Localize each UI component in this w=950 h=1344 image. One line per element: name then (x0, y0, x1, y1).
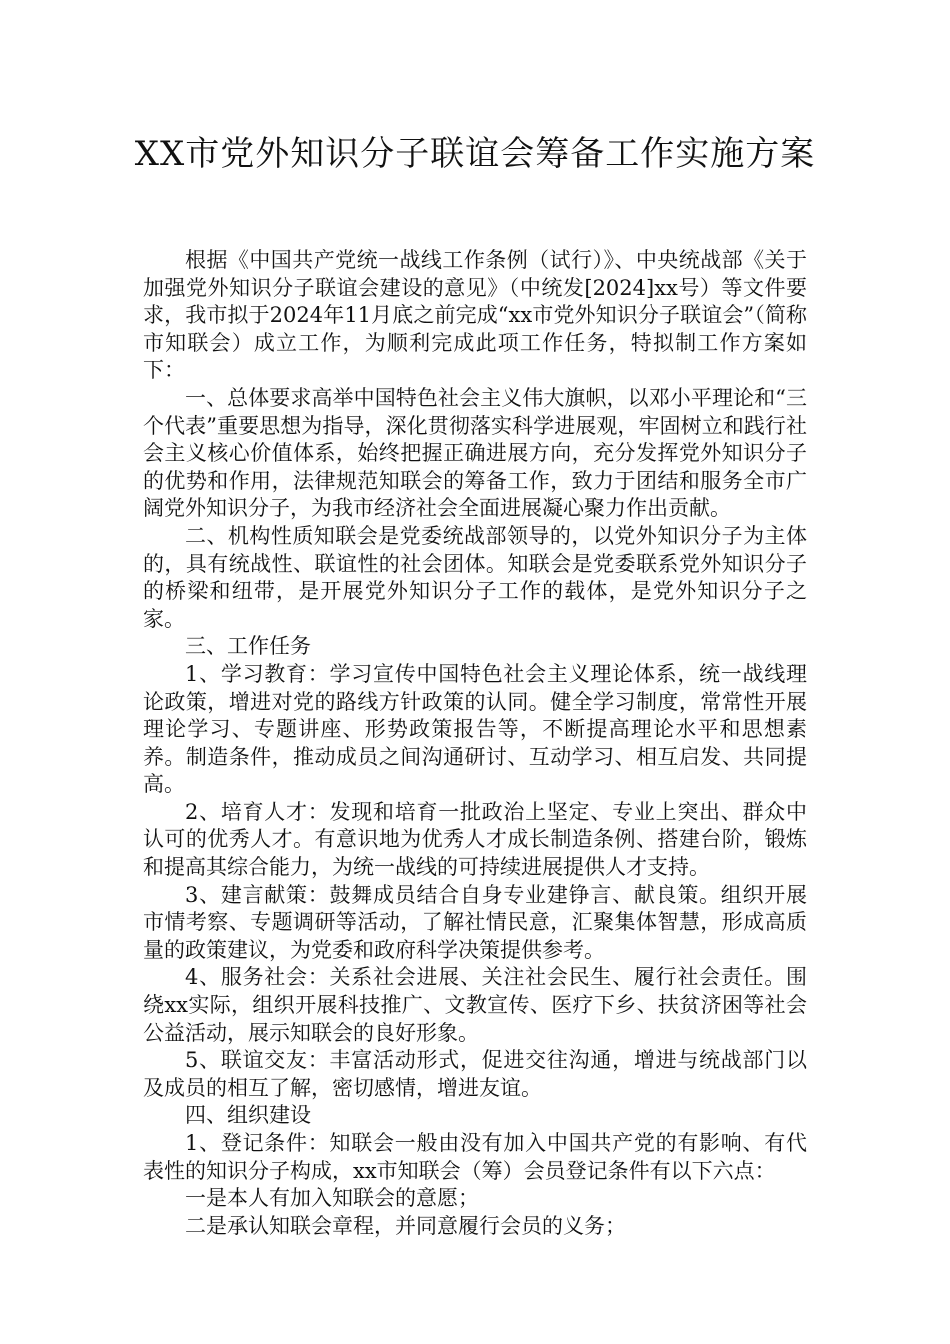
paragraph-task-study-education: 1、学习教育：学习宣传中国特色社会主义理论体系，统一战线理论政策，增进对党的路线方针政策的认同。健全学习制度，常常性开展理论学习、专题讲座、形势政策报告等，不断提高理论水平和思想素养。制造条件，推动成员之间沟通研讨、互动学习、相互启发、共同提高。 (143, 661, 807, 797)
paragraph-registration-conditions: 1、登记条件：知联会一般由没有加入中国共产党的有影响、有代表性的知识分子构成，xx市知联会（筹）会员登记条件有以下六点： (143, 1131, 807, 1183)
paragraph-task-talent-cultivation: 2、培育人才：发现和培育一批政治上坚定、专业上突出、群众中认可的优秀人才。有意识地为优秀人才成长制造条例、搭建台阶，锻炼和提高其综合能力，为统一战线的可持续进展提供人才支持。 (143, 799, 807, 880)
document-body (143, 247, 807, 1240)
paragraph-task-social-service: 4、服务社会：关系社会进展、关注社会民生、履行社会责任。围绕xx实际，组织开展科技推广、文教宣传、医疗下乡、扶贫济困等社会公益活动，展示知联会的良好形象。 (143, 965, 807, 1045)
list-item-condition-2: 二是承认知联会章程，并同意履行会员的义务； (185, 1213, 626, 1238)
paragraph-organization-nature: 二、机构性质知联会是党委统战部领导的，以党外知识分子为主体的，具有统战性、联谊性的社会团体。知联会是党委联系党外知识分子的桥梁和纽带，是开展党外知识分子工作的载体，是党外知识分子之家。 (143, 523, 807, 631)
paragraph-task-advice: 3、建言献策：鼓舞成员结合自身专业建铮言、献良策。组织开展市情考察、专题调研等活动，了解社情民意，汇聚集体智慧，形成高质量的政策建议，为党委和政府科学决策提供参考。 (143, 882, 807, 962)
section-heading-organization: 四、组织建设 (185, 1103, 311, 1128)
paragraph-task-friendship: 5、联谊交友：丰富活动形式，促进交往沟通，增进与统战部门以及成员的相互了解，密切感情，增进友谊。 (143, 1048, 807, 1100)
section-heading-work-tasks: 三、工作任务 (185, 634, 311, 659)
list-item-condition-1: 一是本人有加入知联会的意愿； (185, 1186, 479, 1211)
paragraph-general-requirements: 一、总体要求高举中国特色社会主义伟大旗帜，以邓小平理论和“三个代表”重要思想为指导，深化贯彻落实科学进展观，牢固树立和践行社会主义核心价值体系，始终把握正确进展方向，充分发挥党外知识分子的优势和作用，法律规范知联会的筹备工作，致力于团结和服务全市广阔党外知识分子，为我市经济社会全面进展凝心聚力作出贡献。 (143, 385, 807, 521)
document-title: XX市党外知识分子联谊会筹备工作实施方案 (134, 134, 816, 174)
paragraph-intro: 根据《中国共产党统一战线工作条例（试行）》、中央统战部《关于加强党外知识分子联谊会建设的意见》（中统发[2024]xx号）等文件要求，我市拟于2024年11月底之前完成“xx市党外知识分子联谊会”（简称市知联会）成立工作，为顺利完成此项工作任务，特拟制工作方案如下： (143, 248, 807, 383)
